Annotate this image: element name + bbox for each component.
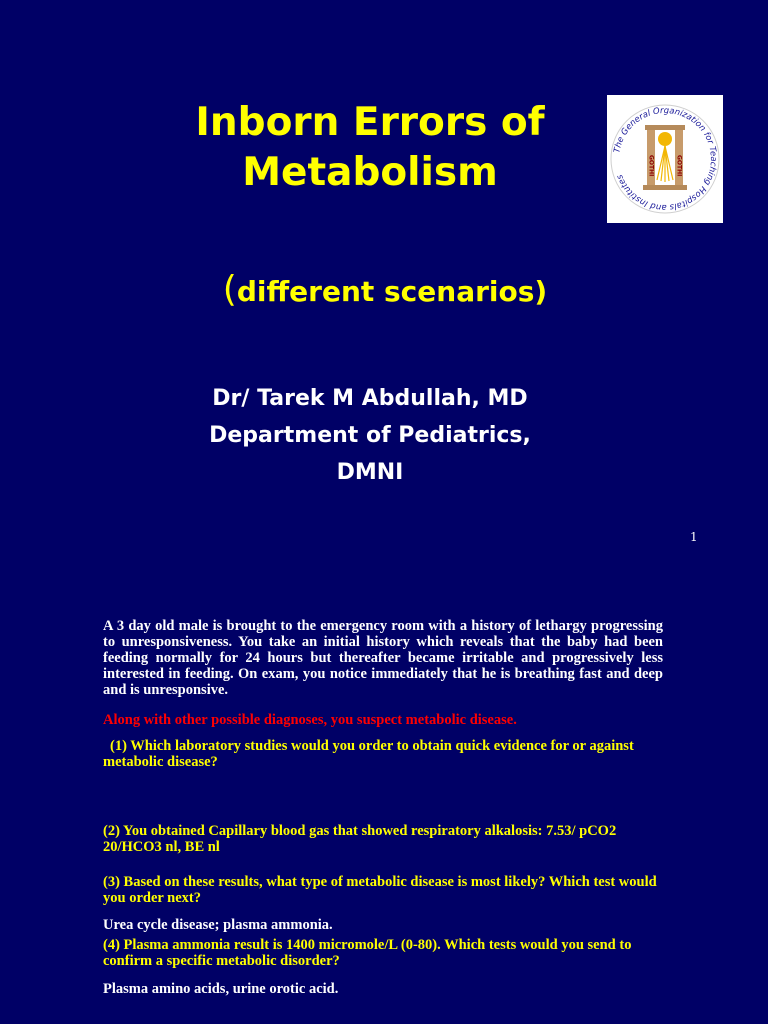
slide-subtitle (120, 268, 650, 314)
author-block (120, 380, 620, 491)
seal-center-right: GOTHI (675, 155, 683, 177)
subtitle-paren: ( (222, 269, 237, 310)
title-line-2: Metabolism (242, 150, 498, 195)
answer-4: Plasma amino acids, urine orotic acid. (103, 981, 339, 997)
seal-center-left: GOTHI (647, 155, 655, 177)
author-department: Department of Pediatrics, (209, 423, 531, 448)
answer-3: Urea cycle disease; plasma ammonia. (103, 917, 333, 933)
slide-title (120, 98, 620, 198)
page-number: 1 (690, 530, 698, 544)
suspicion-statement: Along with other possible diagnoses, you suspect metabolic disease. (103, 712, 517, 728)
question-4: (4) Plasma ammonia result is 1400 micromole/L (0-80). Which tests would you send to confirm a specific metabolic disorder? (103, 937, 632, 969)
seal-ring-text: The General Organization for Teaching Hospitals and Institutes (612, 105, 719, 213)
question-1: (1) Which laboratory studies would you order to obtain quick evidence for or against metabolic disease? (103, 738, 634, 770)
subtitle-text: different scenarios) (236, 275, 548, 308)
case-slide (0, 572, 768, 1024)
organization-seal-icon (607, 95, 723, 223)
title-line-1: Inborn Errors of (195, 100, 545, 145)
question-2: (2) You obtained Capillary blood gas that showed respiratory alkalosis: 7.53/ pCO2 20/HCO3 nl, BE nl (103, 823, 617, 855)
author-institution: DMNI (336, 460, 404, 485)
question-3: (3) Based on these results, what type of metabolic disease is most likely? Which test would you order next? (103, 874, 657, 906)
author-name: Dr/ Tarek M Abdullah, MD (212, 386, 528, 411)
case-description: A 3 day old male is brought to the emergency room with a history of lethargy progressing to unresponsiveness. You take an initial history which reveals that the baby had been feeding normally for 24 hours but thereafter became irritable and progressively less interested in feeding. On exam, you notice immediately that he is breathing fast and deep and is unresponsive. (103, 618, 663, 698)
